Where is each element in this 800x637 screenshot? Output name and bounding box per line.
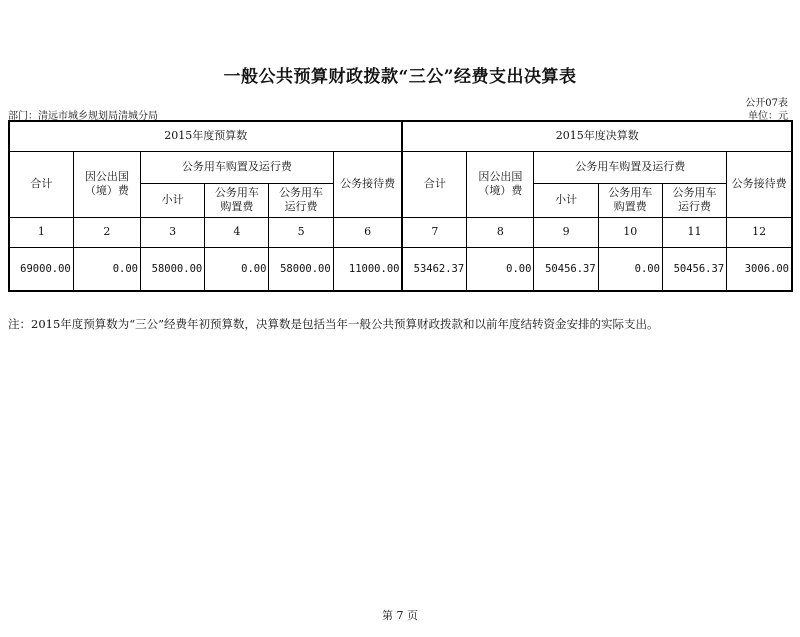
budget-reception-header: 公务接待费	[333, 151, 402, 217]
form-number: 公开07表	[745, 98, 788, 109]
budget-abroad-header: 因公出国 （境）费	[73, 151, 140, 217]
document-title: 一般公共预算财政拨款“三公”经费支出决算表	[223, 67, 577, 87]
column-number: 8	[467, 217, 534, 247]
three-public-expense-table	[8, 120, 793, 292]
budget-vehicle-operation-value: 58000.00	[269, 247, 333, 291]
final-abroad-value: 0.00	[467, 247, 534, 291]
budget-group-header: 2015年度预算数	[9, 121, 402, 151]
unit-label: 单位：元	[748, 111, 788, 122]
column-number: 3	[140, 217, 204, 247]
budget-reception-value: 11000.00	[333, 247, 402, 291]
final-vehicle-group-header: 公务用车购置及运行费	[534, 151, 727, 183]
column-number: 9	[534, 217, 598, 247]
final-subtotal-value: 50456.37	[534, 247, 598, 291]
final-vehicle-operation-header: 公务用车 运行费	[662, 183, 726, 217]
column-number: 2	[73, 217, 140, 247]
column-number: 1	[9, 217, 73, 247]
final-account-group-header: 2015年度决算数	[402, 121, 792, 151]
budget-vehicle-operation-header: 公务用车 运行费	[269, 183, 333, 217]
column-number: 10	[598, 217, 662, 247]
column-number: 11	[662, 217, 726, 247]
budget-total-header: 合计	[9, 151, 73, 217]
page-number: 第 7 页	[382, 609, 418, 622]
budget-vehicle-group-header: 公务用车购置及运行费	[140, 151, 333, 183]
column-number: 12	[727, 217, 792, 247]
budget-vehicle-purchase-value: 0.00	[205, 247, 269, 291]
budget-total-value: 69000.00	[9, 247, 73, 291]
final-total-header: 合计	[402, 151, 466, 217]
column-number: 6	[333, 217, 402, 247]
final-vehicle-purchase-header: 公务用车 购置费	[598, 183, 662, 217]
budget-subtotal-value: 58000.00	[140, 247, 204, 291]
budget-abroad-value: 0.00	[73, 247, 140, 291]
final-total-value: 53462.37	[402, 247, 466, 291]
column-number-row	[9, 217, 792, 247]
column-number: 4	[205, 217, 269, 247]
final-vehicle-purchase-value: 0.00	[598, 247, 662, 291]
final-vehicle-operation-value: 50456.37	[662, 247, 726, 291]
budget-vehicle-purchase-header: 公务用车 购置费	[205, 183, 269, 217]
final-reception-value: 3006.00	[727, 247, 792, 291]
final-abroad-header: 因公出国 （境）费	[467, 151, 534, 217]
final-reception-header: 公务接待费	[727, 151, 792, 217]
table-note: 注：2015年度预算数为“三公”经费年初预算数，决算数是包括当年一般公共预算财政拨款和以前年度结转资金安排的实际支出。	[8, 317, 659, 331]
column-number: 7	[402, 217, 466, 247]
column-number: 5	[269, 217, 333, 247]
budget-subtotal-header: 小计	[140, 183, 204, 217]
department-label: 部门：清远市城乡规划局清城分局	[8, 111, 158, 122]
data-row	[9, 247, 792, 291]
final-subtotal-header: 小计	[534, 183, 598, 217]
